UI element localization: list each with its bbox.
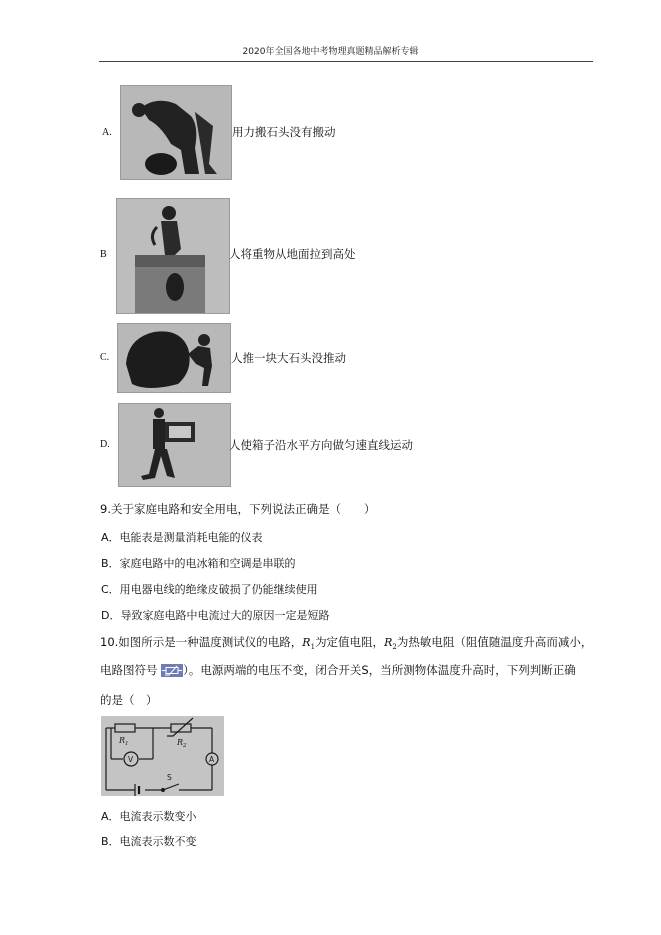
- option-d-image: [118, 403, 231, 487]
- circuit-switch-label: S: [167, 773, 172, 782]
- circuit-diagram: [101, 716, 224, 796]
- option-d-caption: 人使箱子沿水平方向做匀速直线运动: [229, 438, 413, 452]
- option-d-letter: D.: [100, 439, 110, 450]
- question-9-option-d: D．导致家庭电路中电流过大的原因一定是短路: [101, 609, 330, 622]
- r2-symbol: [384, 636, 397, 652]
- person-pushing-rock-picture: [118, 324, 230, 392]
- question-10-line-2: [100, 663, 576, 677]
- question-10-line-1-b: 为定值电阻，: [315, 635, 385, 649]
- option-b-image: [116, 198, 230, 314]
- question-10-line-1-a: 10.如图所示是一种温度测试仪的电路，: [100, 635, 303, 649]
- header-divider: [99, 61, 593, 62]
- person-pulling-weight-picture: [117, 199, 229, 313]
- option-b-letter: B: [100, 249, 107, 260]
- option-a-image: [120, 85, 232, 180]
- r1-subscript: 1: [310, 643, 316, 652]
- person-carrying-box-picture: [119, 404, 230, 486]
- r2-letter: R: [384, 636, 393, 649]
- option-b-caption: 人将重物从地面拉到高处: [229, 247, 356, 261]
- option-a-letter: A.: [102, 127, 112, 138]
- circuit-r2-label: $R_2$: [177, 738, 187, 749]
- circuit-r1-label: $R_1$: [119, 736, 129, 747]
- person-lifting-stone-picture: [121, 86, 231, 179]
- page-header: 2020年全国各地中考物理真题精品解析专辑: [242, 47, 419, 57]
- option-c-letter: C.: [100, 352, 110, 363]
- question-10-line-3: 的是（ ）: [100, 693, 158, 707]
- question-9-stem: 9.关于家庭电路和安全用电，下列说法正确是（ ）: [100, 502, 376, 516]
- question-9-option-c: C．用电器电线的绝缘皮破损了仍能继续使用: [101, 583, 318, 596]
- circuit-diagram-svg: [101, 716, 224, 796]
- r1-symbol: [302, 636, 316, 652]
- question-10-line-2-b: ）。电源两端的电压不变，闭合开关S，当所测物体温度升高时，下列判断正确: [183, 663, 576, 677]
- question-9-option-b: B．家庭电路中的电冰箱和空调是串联的: [101, 557, 296, 570]
- question-10-option-b: B．电流表示数不变: [101, 835, 197, 848]
- option-c-caption: 人推一块大石头没推动: [231, 351, 346, 365]
- circuit-voltmeter-label: V: [128, 755, 134, 764]
- question-10-line-1-c: 为热敏电阻（阻值随温度升高而减小，: [396, 635, 593, 649]
- question-10-option-a: A．电流表示数变小: [101, 810, 197, 823]
- option-a-caption: 用力搬石头没有搬动: [232, 125, 336, 139]
- question-10-line-2-a: 电路图符号: [100, 663, 158, 677]
- r2-subscript: 2: [392, 643, 397, 652]
- option-c-image: [117, 323, 231, 393]
- circuit-ammeter-label: A: [209, 755, 215, 764]
- question-9-option-a: A．电能表是测量消耗电能的仪表: [101, 531, 263, 544]
- thermistor-symbol-icon: [161, 664, 183, 677]
- r1-letter: R: [302, 636, 311, 649]
- question-10-line-1: [100, 635, 592, 654]
